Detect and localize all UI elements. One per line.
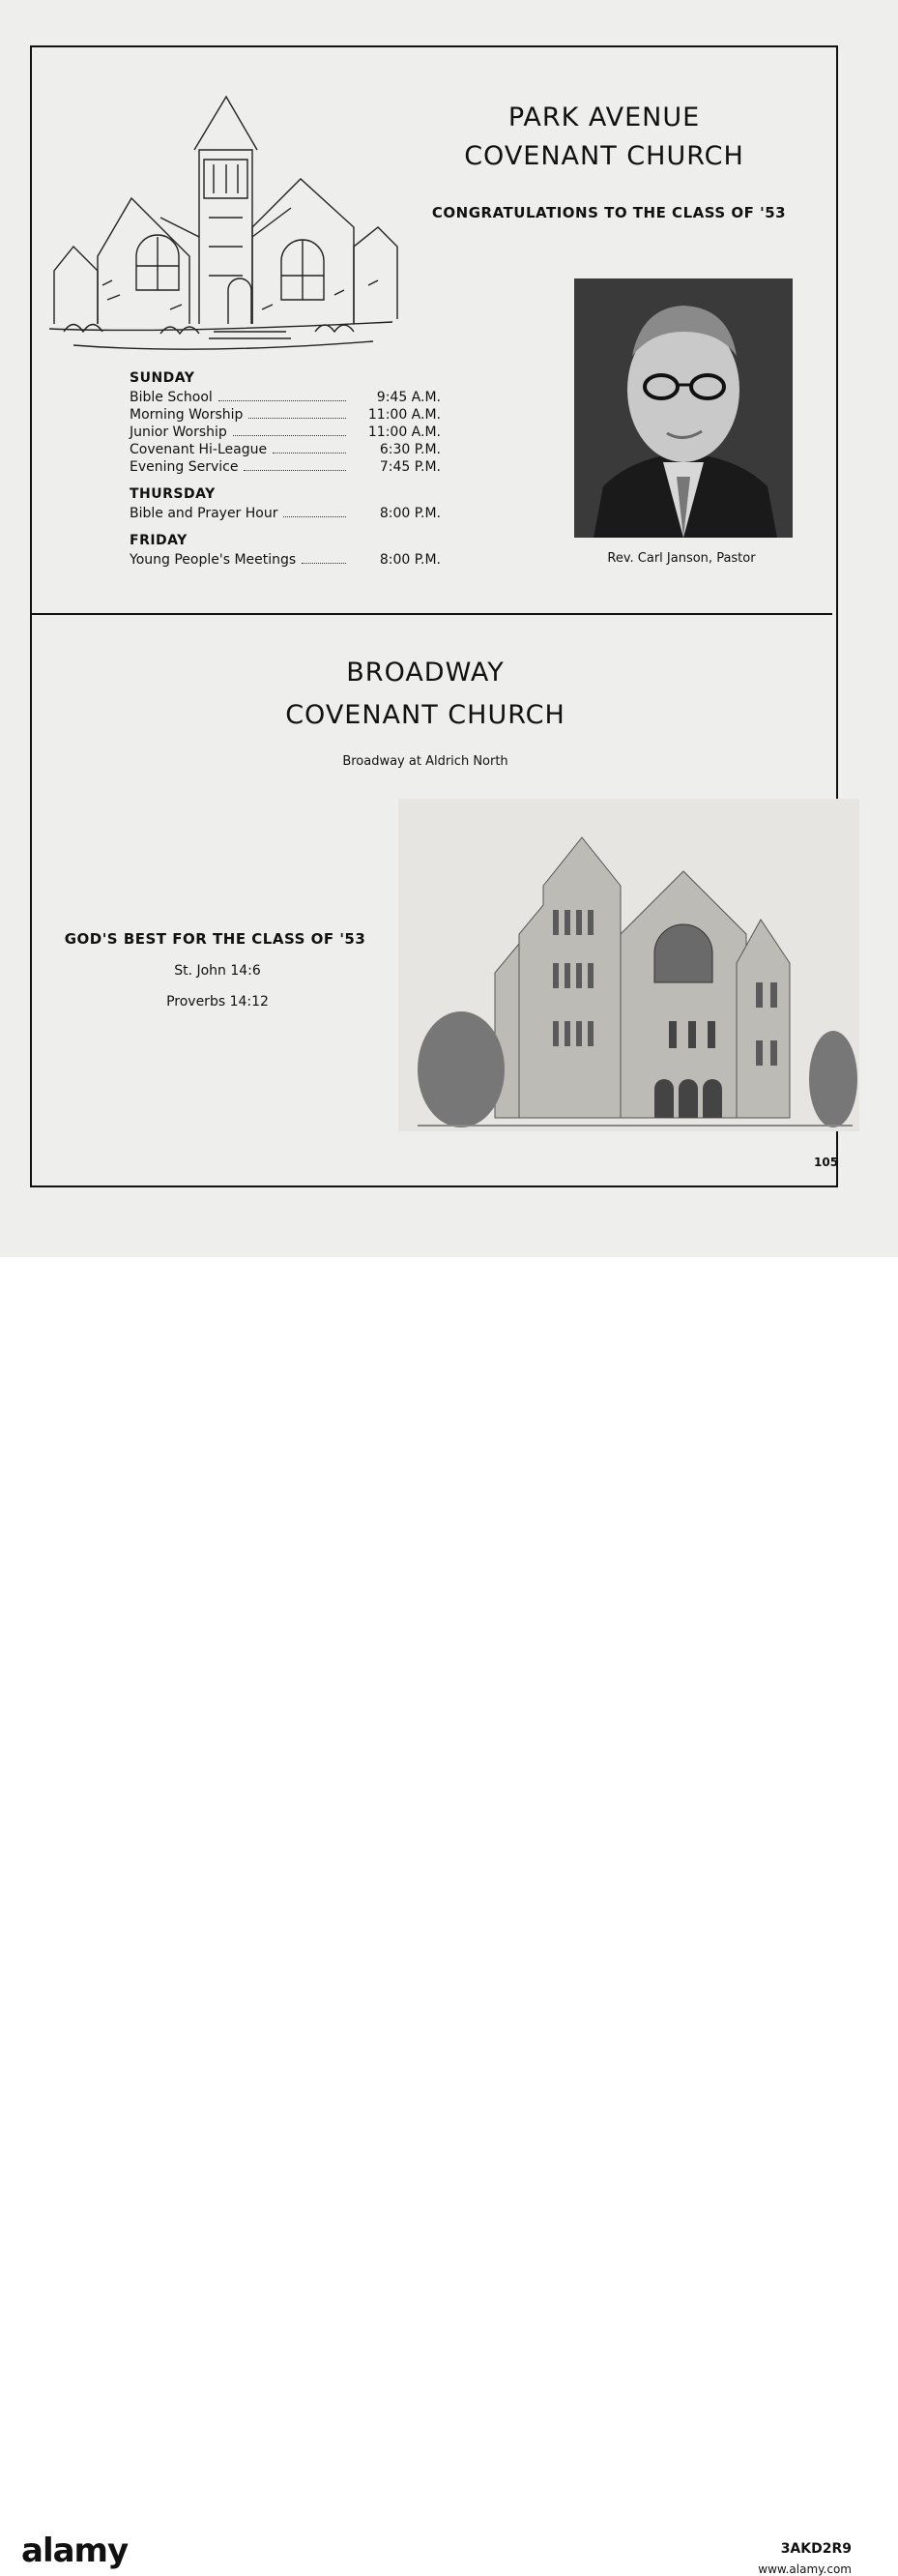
schedule-day-heading: SUNDAY	[130, 370, 195, 386]
verse-reference: St. John 14:6	[174, 963, 261, 979]
schedule-row: Junior Worship 11:00 A.M.	[130, 424, 441, 440]
park-avenue-title-line1: PARK AVENUE	[507, 102, 701, 132]
broadway-title-line2: COVENANT CHURCH	[285, 700, 565, 730]
image-id: 3AKD2R9	[780, 2541, 852, 2557]
yearbook-page	[0, 0, 898, 1257]
broadway-title-line1: BROADWAY	[346, 658, 505, 688]
schedule-row: Morning Worship 11:00 A.M.	[130, 407, 441, 423]
broadway-church-photo	[398, 799, 859, 1131]
page-number: 105	[814, 1156, 839, 1169]
schedule-row: Bible and Prayer Hour 8:00 P.M.	[130, 506, 441, 521]
pastor-photo	[574, 278, 793, 538]
service-schedule	[130, 370, 441, 570]
section-divider	[30, 613, 832, 615]
schedule-row: Bible School 9:45 A.M.	[130, 390, 441, 405]
gods-best-heading: GOD'S BEST FOR THE CLASS OF '53	[64, 930, 366, 948]
park-avenue-title-line2: COVENANT CHURCH	[464, 141, 744, 171]
schedule-day-heading: THURSDAY	[130, 486, 216, 502]
schedule-row: Young People's Meetings 8:00 P.M.	[130, 552, 441, 568]
congratulations-line: CONGRATULATIONS TO THE CLASS OF '53	[431, 204, 787, 221]
watermark-footer	[0, 1257, 898, 2576]
schedule-row: Evening Service 7:45 P.M.	[130, 459, 441, 475]
broadway-address: Broadway at Aldrich North	[342, 754, 508, 769]
verse-reference: Proverbs 14:12	[166, 994, 269, 1010]
schedule-day-heading: FRIDAY	[130, 533, 188, 548]
park-avenue-church-sketch	[44, 92, 402, 367]
stock-site: www.alamy.com	[758, 2562, 852, 2576]
stock-brand-logo: alamy	[21, 2532, 129, 2570]
schedule-row: Covenant Hi-League 6:30 P.M.	[130, 442, 441, 457]
pastor-caption: Rev. Carl Janson, Pastor	[607, 551, 756, 566]
